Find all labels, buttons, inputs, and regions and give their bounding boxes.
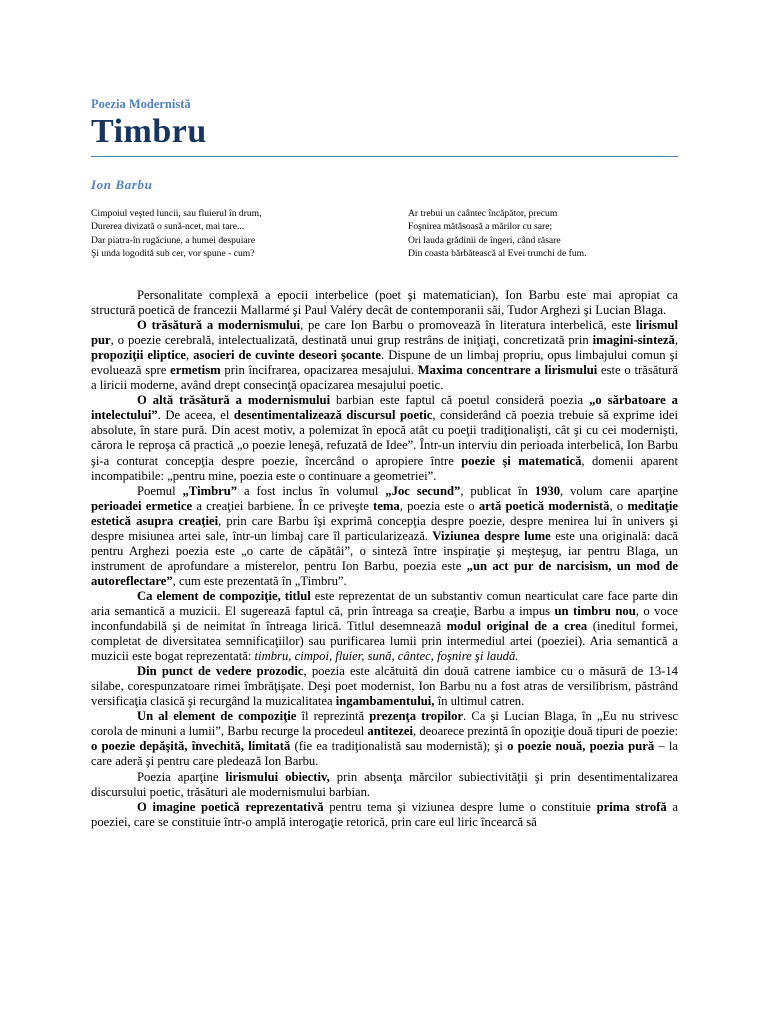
bold-phrase: Din punct de vedere prozodic: [137, 664, 304, 679]
text-run: pentru tema şi viziunea despre lume o constituie: [323, 799, 597, 814]
bold-phrase: artă poetică modernistă: [478, 498, 610, 513]
paragraph: [91, 800, 678, 830]
bold-phrase: desentimentalizează discursul poetic: [233, 408, 433, 423]
bold-phrase: O imagine poetică reprezentativă: [137, 799, 324, 814]
text-run: barbian este faptul că poetul consideră poezia: [330, 393, 590, 408]
text-run: . De aceea, el: [157, 408, 234, 423]
essay-body: [91, 288, 678, 830]
verse-stanza-left: [91, 207, 262, 260]
verse-line: Durerea divizată o sună-ncet, mai tare...: [91, 221, 245, 233]
text-run: , domenii aparent incompatibile: „pentru mine, poezia este o continuare a geometriei”.: [91, 453, 678, 483]
text-run: a fost inclus în volumul: [237, 483, 386, 498]
bold-phrase: „Joc secund”: [385, 483, 461, 498]
bold-phrase: meditaţie estetică asupra creaţiei: [91, 498, 678, 528]
text-run: , publicat în: [460, 483, 535, 498]
text-run: îl reprezintă: [296, 709, 370, 724]
verse-line: Ori lauda grădinii de îngeri, când răsare: [408, 234, 561, 246]
bold-phrase: modul original de a crea: [446, 619, 588, 634]
text-run: . Ca şi Lucian Blaga, în „Eu nu strivesc corola de minuni a lumii”, Barbu recurge la procedeul: [91, 709, 679, 739]
text-run: Poezia aparţine: [137, 769, 226, 784]
bold-phrase: prezenţa tropilor: [369, 709, 464, 724]
text-run: (fie ea tradiţionalistă sau modernistă); şi: [290, 739, 508, 754]
verse-line: Din coasta bărbătească al Evei trunchi de fum.: [408, 247, 587, 259]
bold-phrase: lirismului obiectiv,: [225, 769, 330, 784]
text-run: prin absenţa mărcilor subiectivităţii şi prin desentimentalizarea discursului poetic, trăsături ale modernismului barbian.: [91, 769, 678, 799]
bold-phrase: o poezie nouă, poezia pură: [507, 739, 655, 754]
text-run: , o: [609, 498, 628, 513]
text-run: , deoarece prezintă în opoziţie două tipuri de poezie:: [413, 724, 678, 739]
italic-phrase: timbru, cimpoi, fluier, sună, cântec, foşnire şi laudă.: [254, 649, 519, 664]
paragraph: [91, 589, 678, 664]
text-run: a creaţiei barbiene. În ce priveşte: [192, 498, 374, 513]
text-run: , poezia este alcătuită din două catrene iambice cu o măsură de 13-14 silabe, corespunzatoare rimei îmbrăţişate. Deşi poet modernist, Ion Barbu nu a fost atras de versilibrism, păstrând versificaţia clasică şi recurgând la muzicalitatea: [91, 664, 678, 709]
text-run: , prin care Barbu îşi exprimă concepţia despre poezie, despre menirea lui în univers şi despre misiunea artei sale, într-un limbaj care îl particularizează.: [91, 513, 678, 543]
bold-phrase: 1930: [534, 483, 561, 498]
paragraph: [91, 318, 678, 393]
bold-phrase: un timbru nou: [554, 603, 636, 618]
bold-phrase: ingambamentului,: [335, 694, 435, 709]
bold-phrase: Un al element de compoziţie: [137, 709, 297, 724]
text-run: în ultimul catren.: [434, 694, 525, 709]
title-divider: [91, 156, 678, 157]
verse-line: Ar trebui un caântec încăpător, precum: [408, 208, 558, 219]
text-run: . Dispune de un limbaj propriu, opus limbajului comun şi evoluează spre: [91, 348, 679, 378]
text-run: (ineditul formei, completat de diversitatea semnificaţiilor) sau purificarea lumii prin intermediul artei (poeziei). Aria semantică a muzicii este bogat reprezentată:: [91, 619, 678, 664]
verse-line: Dar piatra-în rugăciune, a humei despuiare: [91, 234, 256, 246]
paragraph: [91, 709, 678, 769]
bold-phrase: ermetism: [170, 363, 221, 378]
bold-phrase: „Timbru”: [182, 483, 238, 498]
bold-phrase: O altă trăsătură a modernismului: [137, 393, 331, 408]
text-run: , o poezie cerebrală, intelectualizată, destinată unui grup restrâns de iniţiaţi, concretizată prin: [110, 333, 593, 348]
text-run: a poeziei, care se constituie într-o amplă interogaţie retorică, prin care eul liric încearcă să: [91, 799, 678, 829]
paragraph: [91, 484, 678, 589]
text-run: – la care aderă şi pentru care pledează Ion Barbu.: [91, 739, 678, 769]
bold-phrase: Maxima concentrare a lirismului: [417, 363, 598, 378]
bold-phrase: Ca element de compoziţie, titlul: [137, 588, 311, 603]
text-run: ,: [674, 333, 678, 348]
text-run: , poezia este o: [399, 498, 479, 513]
verse-stanza-right: [408, 207, 586, 260]
bold-phrase: O trăsătură a modernismului: [137, 318, 301, 333]
document-subtitle: Poezia Modernistă: [91, 97, 191, 111]
verse-line: Şi unda logodită sub cer, vor spune - cum?: [91, 247, 255, 259]
text-run: Personalitate complexă a epocii interbelice (poet şi matematician), Ion Barbu este mai apropiat ca structură poetică de francezii Mallarmé şi Paul Valéry decât de contemporanii săi, Tudor Arghezi şi Lucian Blaga.: [91, 288, 678, 318]
bold-phrase: prima strofă: [596, 799, 667, 814]
paragraph: [91, 664, 678, 709]
bold-phrase: imagini-sinteză: [592, 333, 675, 348]
text-run: prin încifrarea, opacizarea mesajului.: [220, 363, 418, 378]
paragraph: [91, 770, 678, 800]
bold-phrase: tema: [373, 498, 400, 513]
bold-phrase: lirismul pur: [91, 318, 678, 348]
paragraph: [91, 393, 678, 483]
author-name: Ion Barbu: [91, 177, 153, 192]
document-title: Timbru: [91, 113, 207, 150]
bold-phrase: „un act pur de narcisism, un mod de autoreflectare”: [91, 558, 679, 588]
bold-phrase: antitezei: [367, 724, 413, 739]
text-run: , pe care Ion Barbu o promovează în literatura interbelică, este: [300, 318, 636, 333]
bold-phrase: „o sărbatoare a intelectului”: [91, 393, 678, 423]
text-run: , o voce inconfundabilă şi de neimitat în întreaga lirică. Titlul desemnează: [91, 603, 679, 634]
verse-line: Foşnirea mătăsoasă a mărilor cu sare;: [408, 221, 553, 233]
verse-line: Cimpoiul veşted luncii, sau fluierul în drum,: [91, 208, 262, 219]
bold-phrase: propoziţii eliptice: [91, 348, 187, 363]
text-run: , cum este prezentată în „Timbru”.: [172, 573, 347, 588]
bold-phrase: o poezie depăşită, învechită, limitată: [91, 739, 291, 754]
text-run: este una originală: dacă pentru Arghezi poezia este „o carte de căpătâi”, o sinteză între inspiraţie şi meşteşug, iar pentru Blaga, un instrument de aprofundare a misterelor, pentru Ion Barbu, poezia este: [91, 528, 678, 573]
text-run: , considerând că poezia trebuie să exprime idei absolute, în stare pură. Din acest motiv, a polemizat în epocă atât cu poeţii tradiţionalişti, cât şi cu cei modernişti, cărora le reproşa că practică „o poezie leneşă, refuzată de Idee”. Într-un interviu din perioada interbelică, Ion Barbu şi-a conturat concepţia despre poezie, încercând o apropiere între: [91, 408, 678, 468]
bold-phrase: Viziunea despre lume: [432, 528, 551, 543]
bold-phrase: perioadei ermetice: [91, 498, 193, 513]
text-run: este reprezentat de un substantiv comun nearticulat care face parte din aria semantică a muzicii. El sugerează faptul că, prin întreaga sa creaţie, Barbu a impus: [91, 588, 678, 618]
text-run: este o trăsătură a liricii moderne, având drept consecinţă opacizarea mesajului poetic.: [91, 363, 679, 393]
text-run: , volum care aparţine: [560, 483, 678, 498]
bold-phrase: asocieri de cuvinte deseori şocante: [193, 348, 382, 363]
paragraph: [91, 288, 678, 318]
bold-phrase: poezie şi matematică: [461, 453, 582, 468]
text-run: Poemul: [137, 483, 183, 498]
text-run: ,: [186, 348, 194, 363]
